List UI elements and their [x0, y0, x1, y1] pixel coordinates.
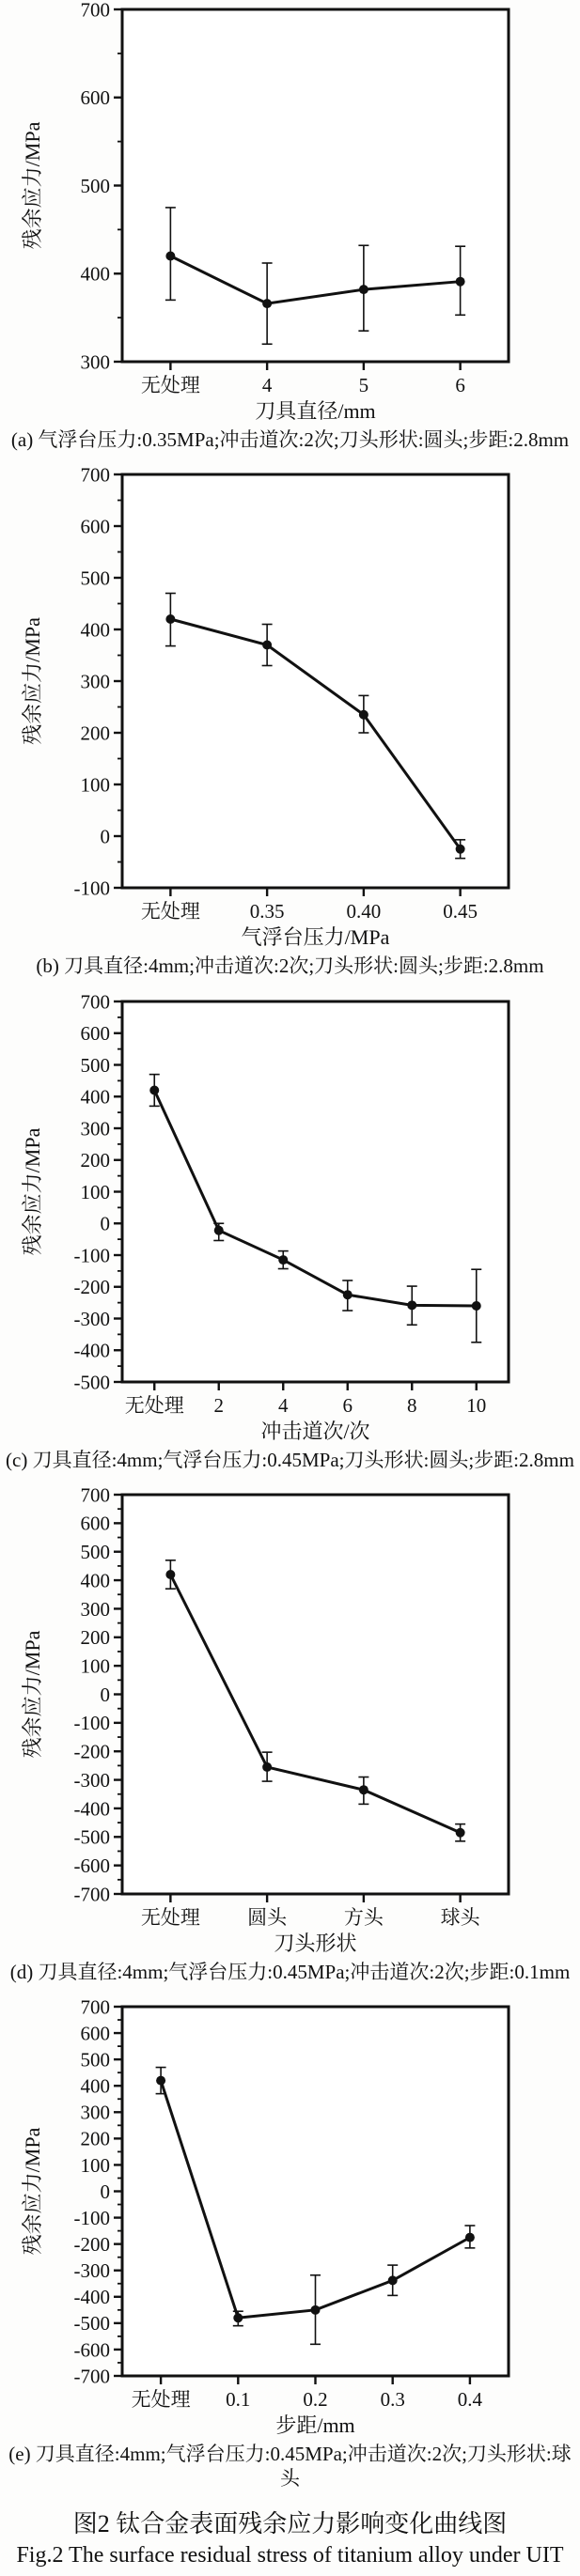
x-axis-title: 气浮台压力/MPa	[241, 925, 390, 950]
data-point-marker	[343, 1290, 353, 1299]
data-point-marker	[407, 1300, 416, 1310]
y-axis-title: 残余应力/MPa	[21, 617, 44, 746]
x-tick-label: 无处理	[140, 900, 200, 923]
y-tick-label: 0	[100, 1212, 110, 1235]
x-tick-label: 5	[358, 374, 369, 396]
x-axis	[141, 888, 478, 923]
x-tick-label: 0.40	[346, 900, 382, 923]
y-tick-label: -300	[73, 1307, 110, 1330]
y-tick-label: 0	[100, 2180, 110, 2203]
y-tick-label: 500	[80, 174, 110, 197]
line-chart-svg-d	[0, 1485, 580, 1956]
y-tick-label: -700	[73, 2365, 110, 2388]
y-tick-label: 400	[80, 1085, 110, 1109]
chart-panel-c	[0, 992, 580, 1472]
chart-a-caption: (a) 气浮台压力:0.35MPa;冲击道次:2次;刀头形状:圆头;步距:2.8mm	[10, 428, 570, 451]
line-chart-svg-a	[0, 0, 580, 424]
x-axis-title: 刀头形状	[274, 1931, 357, 1955]
x-tick-label: 0.3	[380, 2388, 405, 2411]
y-tick-label: 500	[80, 2048, 110, 2072]
y-axis-title: 残余应力/MPa	[21, 1630, 44, 1759]
x-tick-label: 8	[407, 1393, 417, 1417]
y-tick-label: -100	[73, 877, 110, 900]
x-tick-label: 2	[213, 1393, 224, 1417]
y-tick-label: 300	[80, 670, 110, 693]
plot-frame	[122, 1001, 509, 1382]
data-point-marker	[359, 285, 368, 294]
data-point-marker	[359, 710, 368, 720]
y-tick-label: -100	[73, 1243, 110, 1266]
x-tick-label: 无处理	[140, 1905, 200, 1929]
x-tick-label: 6	[342, 1393, 353, 1417]
x-axis-title: 刀具直径/mm	[255, 399, 376, 423]
x-tick-label: 0.35	[249, 900, 285, 923]
y-tick-label: -500	[73, 2312, 110, 2335]
data-point-marker	[465, 2233, 475, 2242]
y-tick-label: -100	[73, 2206, 110, 2229]
data-point-marker	[214, 1225, 224, 1234]
data-point-marker	[165, 1570, 175, 1579]
y-axis	[74, 1485, 123, 1905]
x-tick-label: 圆头	[247, 1905, 288, 1929]
data-point-marker	[278, 1255, 288, 1265]
y-tick-label: 400	[80, 2074, 110, 2098]
line-chart-b	[0, 465, 580, 950]
chart-panel-b	[0, 465, 580, 978]
y-tick-label: 200	[80, 722, 110, 745]
y-axis-title: 残余应力/MPa	[21, 121, 44, 250]
y-tick-label: 100	[80, 1180, 110, 1203]
data-point-marker	[311, 2305, 321, 2315]
y-tick-label: -500	[73, 1825, 110, 1849]
x-tick-label: 10	[466, 1393, 487, 1417]
y-tick-label: 500	[80, 1053, 110, 1077]
y-tick-label: 600	[80, 515, 110, 538]
line-chart-svg-c	[0, 992, 580, 1444]
y-tick-label: 100	[80, 2153, 110, 2177]
y-tick-label: 0	[100, 1683, 110, 1706]
y-tick-label: 100	[80, 1654, 110, 1678]
data-point-marker	[388, 2275, 398, 2285]
y-tick-label: 500	[80, 566, 110, 590]
x-tick-label: 6	[455, 374, 465, 396]
x-tick-label: 0.1	[226, 2388, 251, 2411]
data-point-marker	[456, 277, 465, 287]
chart-c-caption: (c) 刀具直径:4mm;气浮台压力:0.45MPa;刀头形状:圆头;步距:2.8mm	[6, 1448, 574, 1471]
x-tick-label: 无处理	[140, 374, 200, 396]
x-tick-label: 无处理	[124, 1393, 184, 1417]
x-tick-label: 4	[278, 1393, 289, 1417]
y-tick-label: -400	[73, 1797, 110, 1821]
y-tick-label: 700	[80, 465, 110, 487]
x-axis-title: 冲击道次/次	[260, 1419, 370, 1443]
y-tick-label: 700	[80, 1484, 110, 1507]
y-tick-label: 700	[80, 0, 110, 22]
x-tick-label: 0.2	[303, 2388, 328, 2411]
x-tick-label: 0.4	[457, 2388, 483, 2411]
data-point-marker	[233, 2313, 243, 2322]
y-tick-label: -200	[73, 1740, 110, 1763]
data-point-marker	[262, 641, 272, 650]
data-point-marker	[149, 1085, 159, 1094]
line-chart-d	[0, 1485, 580, 1956]
y-tick-label: 400	[80, 618, 110, 642]
data-point-marker	[165, 252, 175, 261]
x-axis	[141, 1894, 481, 1929]
y-tick-label: -100	[73, 1711, 110, 1734]
chart-b-caption: (b) 刀具直径:4mm;冲击道次:2次;刀头形状:圆头;步距:2.8mm	[36, 954, 544, 978]
x-tick-label: 无处理	[131, 2388, 191, 2411]
y-axis	[74, 1997, 123, 2387]
y-tick-label: -200	[73, 1275, 110, 1298]
y-tick-label: 0	[100, 825, 110, 848]
y-tick-label: -400	[73, 2286, 110, 2309]
y-axis	[81, 0, 123, 373]
line-chart-a	[0, 0, 580, 424]
y-tick-label: -400	[73, 1339, 110, 1362]
y-tick-label: -200	[73, 2232, 110, 2256]
data-point-marker	[359, 1785, 368, 1794]
y-tick-label: 500	[80, 1540, 110, 1563]
y-tick-label: -600	[73, 2338, 110, 2362]
line-chart-c	[0, 992, 580, 1444]
line-chart-e	[0, 1997, 580, 2438]
data-point-marker	[456, 845, 465, 854]
y-tick-label: 600	[80, 86, 110, 110]
x-axis-title: 步距/mm	[275, 2413, 355, 2437]
y-tick-label: -500	[73, 1370, 110, 1393]
y-tick-label: -300	[73, 1768, 110, 1792]
y-tick-label: 400	[80, 262, 110, 286]
y-tick-label: 700	[80, 991, 110, 1013]
x-tick-label: 方头	[343, 1905, 384, 1929]
chart-panel-a	[0, 0, 580, 452]
y-tick-label: 200	[80, 2127, 110, 2150]
chart-d-caption: (d) 刀具直径:4mm;气浮台压力:0.45MPa;冲击道次:2次;步距:0.1mm	[9, 1960, 571, 1983]
y-tick-label: -700	[73, 1883, 110, 1906]
y-tick-label: 300	[80, 1116, 110, 1140]
data-point-marker	[262, 299, 272, 308]
line-chart-svg-e	[0, 1997, 580, 2438]
y-tick-label: 400	[80, 1569, 110, 1592]
x-tick-label: 0.45	[443, 900, 478, 923]
y-tick-label: 600	[80, 1512, 110, 1535]
y-tick-label: 600	[80, 2022, 110, 2045]
x-tick-label: 球头	[440, 1905, 480, 1929]
y-tick-label: 300	[80, 350, 110, 374]
y-axis-title: 残余应力/MPa	[21, 2127, 44, 2256]
x-axis	[141, 362, 465, 396]
line-chart-svg-b	[0, 465, 580, 950]
x-axis	[132, 2376, 483, 2411]
y-tick-label: 200	[80, 1625, 110, 1649]
y-tick-label: 300	[80, 2101, 110, 2124]
chart-e-caption: (e) 刀具直径:4mm;气浮台压力:0.45MPa;冲击道次:2次;刀头形状:球头	[8, 2443, 572, 2491]
chart-panel-d	[0, 1485, 580, 1984]
data-point-marker	[262, 1762, 272, 1772]
data-point-marker	[472, 1301, 481, 1311]
data-point-marker	[165, 614, 175, 624]
y-tick-label: -600	[73, 1854, 110, 1877]
y-tick-label: -300	[73, 2259, 110, 2283]
figure-caption-zh: 图2 钛合金表面残余应力影响变化曲线图	[72, 2509, 508, 2537]
y-axis	[74, 992, 123, 1393]
y-tick-label: 600	[80, 1021, 110, 1045]
data-point-marker	[456, 1827, 465, 1837]
x-axis	[125, 1382, 487, 1417]
y-tick-label: 200	[80, 1148, 110, 1172]
y-axis	[74, 465, 123, 899]
y-tick-label: 700	[80, 1997, 110, 2019]
data-point-marker	[156, 2076, 165, 2086]
chart-panel-e	[0, 1997, 580, 2491]
y-tick-label: 100	[80, 773, 110, 797]
plot-frame	[122, 1495, 509, 1894]
x-tick-label: 4	[261, 374, 273, 396]
y-axis-title: 残余应力/MPa	[21, 1127, 44, 1255]
plot-frame	[122, 9, 509, 362]
y-tick-label: 300	[80, 1597, 110, 1621]
figure-caption-en: Fig.2 The surface residual stress of titanium alloy under UIT	[16, 2542, 564, 2568]
